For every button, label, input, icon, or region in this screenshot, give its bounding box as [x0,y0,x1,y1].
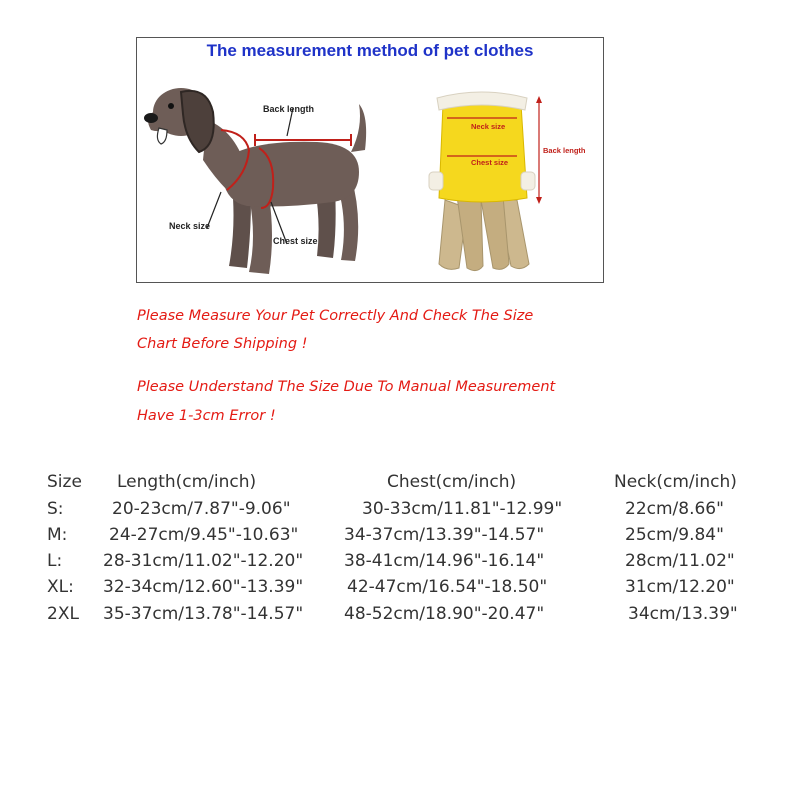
jacket-neck-size-label: Neck size [471,122,506,131]
row-neck-s: 22cm/8.66" [625,499,724,519]
header-chest: Chest(cm/inch) [387,472,517,492]
row-neck-m: 25cm/9.84" [625,525,724,545]
row-chest-l: 38-41cm/14.96"-16.14" [344,551,545,571]
row-length-xl: 32-34cm/12.60"-13.39" [103,577,304,597]
row-size-xl: XL: [47,577,74,597]
row-chest-s: 30-33cm/11.81"-12.99" [362,499,563,519]
row-length-2xl: 35-37cm/13.78"-14.57" [103,604,304,624]
jacket-illustration [417,88,547,278]
row-neck-l: 28cm/11.02" [625,551,735,571]
row-neck-2xl: 34cm/13.39" [628,604,738,624]
row-chest-m: 34-37cm/13.39"-14.57" [344,525,545,545]
neck-size-label: Neck size [169,221,211,231]
row-neck-xl: 31cm/12.20" [625,577,735,597]
measure-notice-line-2: Chart Before Shipping ! [137,336,308,352]
measurement-diagram [136,37,604,283]
measure-notice-line-1: Please Measure Your Pet Correctly And Check The Size [137,308,534,324]
jacket-back-length-label: Back length [543,146,586,155]
row-chest-2xl: 48-52cm/18.90"-20.47" [344,604,545,624]
diagram-title: The measurement method of pet clothes [206,41,534,60]
error-notice-line-2: Have 1-3cm Error ! [137,408,276,424]
row-size-s: S: [47,499,64,519]
row-size-2xl: 2XL [47,604,79,624]
error-notice-line-1: Please Understand The Size Due To Manual Measurement [137,379,556,395]
row-length-m: 24-27cm/9.45"-10.63" [109,525,299,545]
row-length-l: 28-31cm/11.02"-12.20" [103,551,304,571]
row-length-s: 20-23cm/7.87"-9.06" [112,499,291,519]
header-size: Size [47,472,82,492]
dog-illustration [137,68,377,278]
header-neck: Neck(cm/inch) [614,472,737,492]
row-chest-xl: 42-47cm/16.54"-18.50" [347,577,548,597]
jacket-chest-size-label: Chest size [471,158,509,167]
header-length: Length(cm/inch) [117,472,257,492]
row-size-l: L: [47,551,63,571]
row-size-m: M: [47,525,68,545]
chest-size-label: Chest size [273,236,318,246]
back-length-label: Back length [263,104,315,114]
